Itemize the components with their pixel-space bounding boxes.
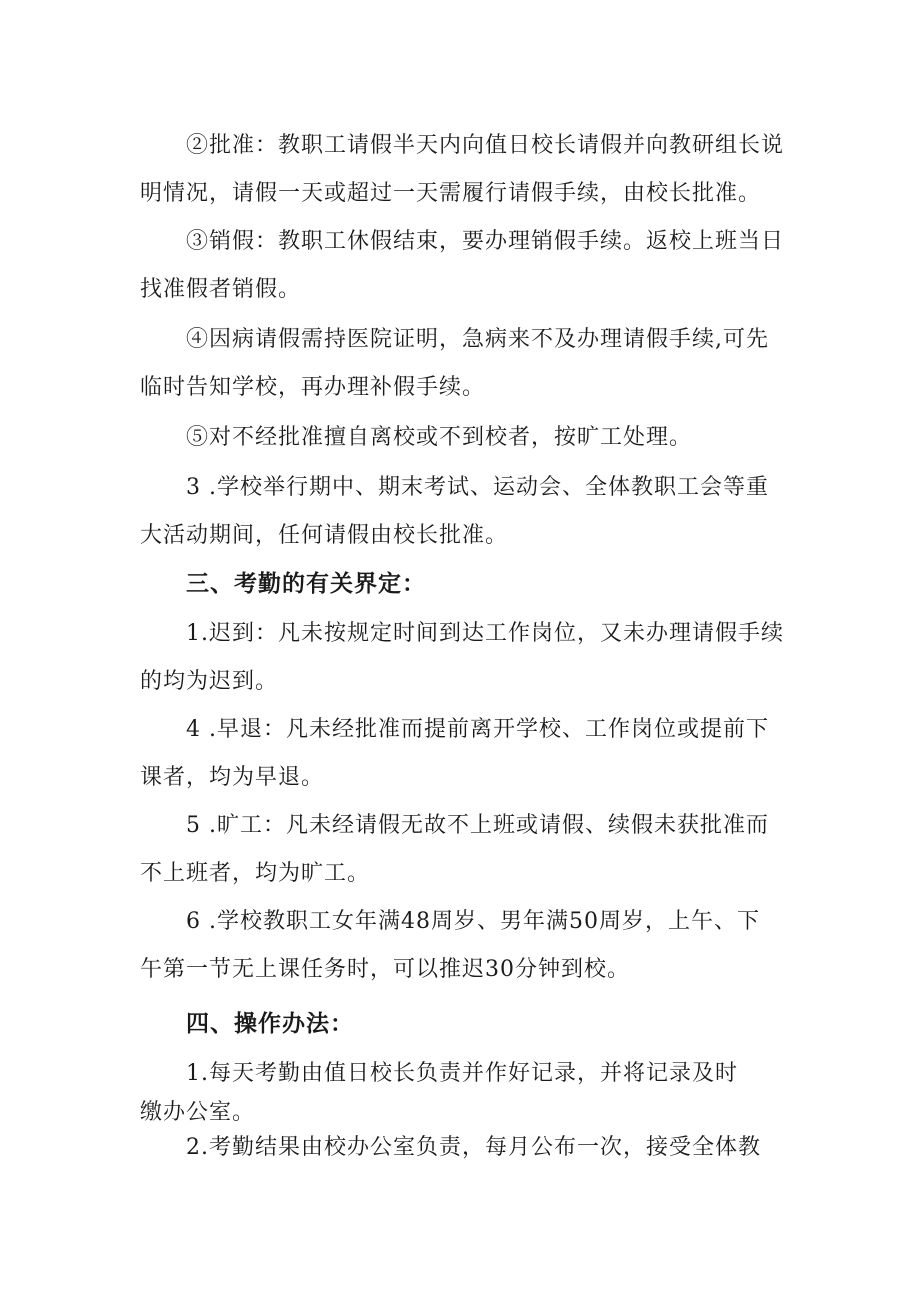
- paragraph-daily-attendance: [140, 1050, 790, 1128]
- text-line: 2.考勤结果由校办公室负责，每月公布一次，接受全体教: [186, 1135, 761, 1160]
- text-line: 1.每天考勤由值日校长负责并作好记录，并将记录及时: [186, 1061, 738, 1086]
- paragraph-truancy: [140, 802, 790, 898]
- text-line: 明情况，请假一天或超过一天需履行请假手续，由校长批准。: [140, 181, 762, 206]
- paragraph-late: [140, 610, 790, 706]
- section-heading-definitions: 三、考勤的有关界定：: [186, 571, 426, 597]
- text-line: ④因病请假需持医院证明，急病来不及办理请假手续,可先: [186, 327, 769, 352]
- paragraph-major-events: [140, 464, 790, 560]
- text-line: ②批准：教职工请假半天内向值日校长请假并向教研组长说: [186, 133, 785, 158]
- text-line: ③销假：教职工休假结束，要办理销假手续。返校上班当日: [186, 229, 785, 254]
- paragraph-cancel-leave: [140, 218, 790, 314]
- text-line: ⑤对不经批准擅自离校或不到校者，按旷工处理。: [186, 425, 693, 450]
- text-line: 5 .旷工：凡未经请假无故不上班或请假、续假未获批准而: [186, 813, 769, 838]
- text-line: 找准假者销假。: [140, 277, 302, 302]
- text-line: 大活动期间，任何请假由校长批准。: [140, 523, 509, 548]
- paragraph-absence: [140, 414, 790, 462]
- section-heading-procedures: 四、操作办法：: [186, 1011, 354, 1037]
- text-line: 课者，均为早退。: [140, 765, 325, 790]
- text-line: 4 .早退：凡未经批准而提前离开学校、工作岗位或提前下: [186, 717, 769, 742]
- paragraph-sick-leave: [140, 316, 790, 412]
- text-line: 午第一节无上课任务时，可以推迟30分钟到校。: [140, 957, 630, 982]
- text-line: 临时告知学校，再办理补假手续。: [140, 375, 486, 400]
- paragraph-approval: [140, 122, 790, 218]
- text-line: 3 .学校举行期中、期末考试、运动会、全体教职工会等重: [186, 475, 769, 500]
- text-line: 缴办公室。: [140, 1100, 256, 1125]
- text-line: 不上班者，均为旷工。: [140, 861, 371, 886]
- text-line: 1.迟到：凡未按规定时间到达工作岗位，又未办理请假手续: [186, 621, 784, 646]
- paragraph-early-leave: [140, 706, 790, 802]
- paragraph-age-allowance: [140, 898, 790, 994]
- text-line: 的均为迟到。: [140, 669, 279, 694]
- text-line: 6 .学校教职工女年满48周岁、男年满50周岁，上午、下: [186, 909, 760, 934]
- paragraph-attendance-results: [140, 1124, 790, 1172]
